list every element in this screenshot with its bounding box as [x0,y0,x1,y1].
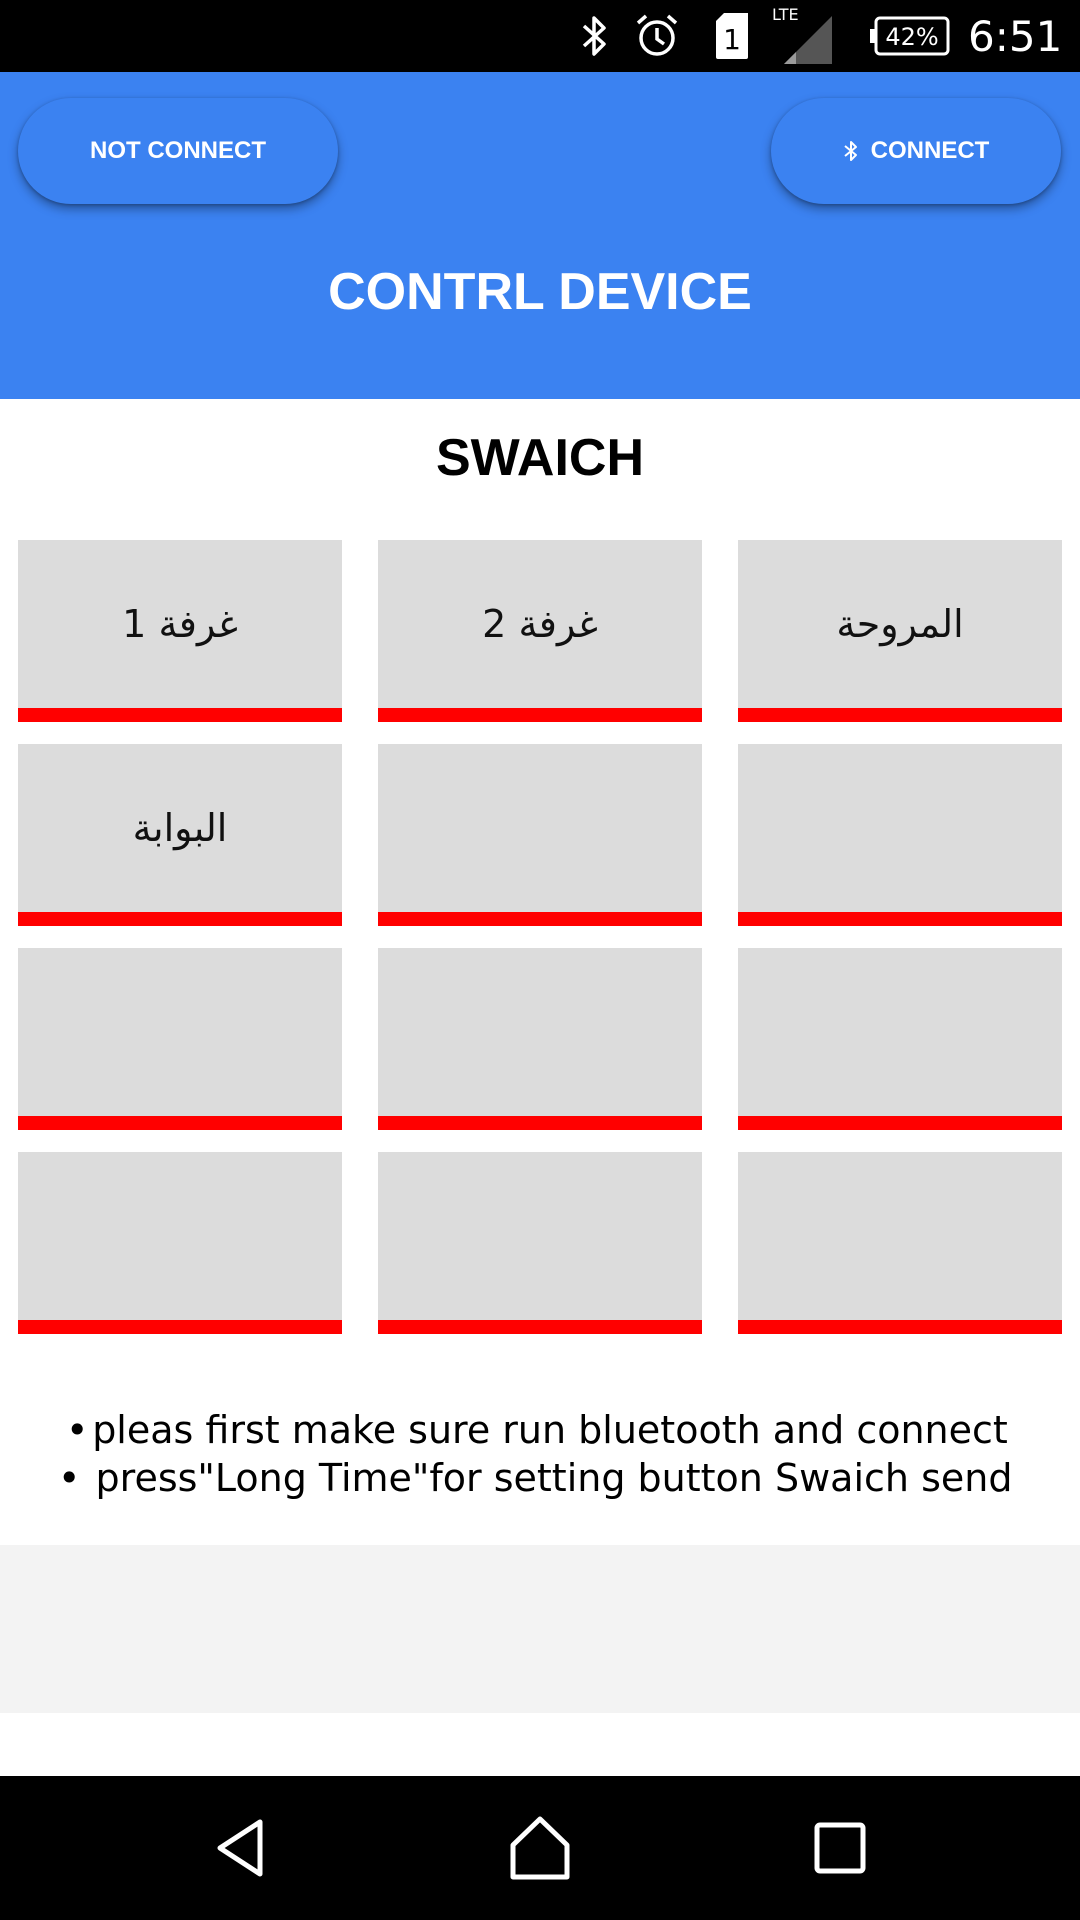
recents-icon [810,1818,870,1878]
switch-button[interactable] [378,1152,702,1334]
signal-icon [770,0,836,72]
switch-button[interactable] [738,540,1062,722]
recents-button[interactable] [798,1806,882,1890]
home-button[interactable] [498,1806,582,1890]
switch-label [378,948,702,1116]
back-button[interactable] [200,1806,284,1890]
switch-label [18,1152,342,1320]
navigation-bar [0,1776,1080,1920]
switch-status-indicator [378,1320,702,1334]
bluetooth-icon [843,140,859,162]
section-title: SWAICH [436,429,644,487]
switch-status-indicator [18,1116,342,1130]
footer-area [0,1545,1080,1713]
battery-percent: 42% [885,23,939,51]
not-connect-button[interactable] [18,98,338,204]
switch-button[interactable] [18,744,342,926]
alarm-icon [634,0,682,72]
instruction-text: pleas first make sure run bluetooth and connect [92,1408,1008,1452]
switch-button[interactable] [18,1152,342,1334]
switch-status-indicator [378,708,702,722]
list-item [0,1408,1080,1456]
switch-status-indicator [738,912,1062,926]
switch-label [378,1152,702,1320]
network-type: LTE [772,6,799,24]
battery-icon [868,0,950,72]
sim-slot-text: 1 [723,23,741,56]
switch-status-indicator [738,708,1062,722]
bullet: • [58,1456,81,1500]
switch-button[interactable] [18,540,342,722]
list-item [0,1456,1080,1504]
switch-label: البوابة [132,806,228,850]
switch-button[interactable] [378,948,702,1130]
switch-label [738,1152,1062,1320]
connect-label: CONNECT [870,137,990,164]
status-bar [0,0,1080,72]
instructions-list [0,1408,1080,1504]
switch-label: غرفة 1 [122,602,238,646]
switch-button[interactable] [378,540,702,722]
switch-label [378,744,702,912]
switch-button[interactable] [738,948,1062,1130]
switch-status-indicator [738,1320,1062,1334]
switch-status-indicator [18,708,342,722]
switch-label [738,744,1062,912]
switch-label: المروحة [836,602,964,646]
switch-button[interactable] [738,744,1062,926]
switch-status-indicator [18,912,342,926]
switch-status-indicator [378,1116,702,1130]
connect-button[interactable] [771,98,1061,204]
instruction-text: press"Long Time"for setting button Swaich send [95,1456,1013,1500]
back-icon [210,1816,274,1880]
switch-label [738,948,1062,1116]
switch-button[interactable] [738,1152,1062,1334]
app-header [0,72,1080,399]
switch-status-indicator [738,1116,1062,1130]
bullet: • [66,1408,89,1452]
home-icon [505,1813,575,1883]
switch-button[interactable] [378,744,702,926]
clock-time: 6:51 [968,11,1063,61]
page-title: CONTRL DEVICE [328,263,752,321]
sim-icon [714,0,754,72]
switch-button[interactable] [18,948,342,1130]
switch-label: غرفة 2 [482,602,598,646]
switch-status-indicator [18,1320,342,1334]
switch-status-indicator [378,912,702,926]
not-connect-label: NOT CONNECT [90,137,266,164]
switch-label [18,948,342,1116]
bluetooth-icon [578,0,618,72]
